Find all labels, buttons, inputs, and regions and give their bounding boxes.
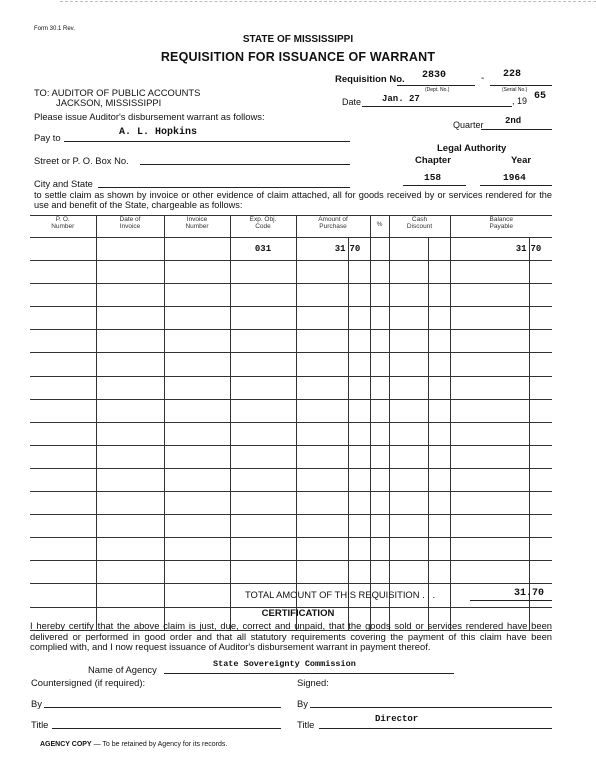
top-perforation [60,1,596,2]
settle-claim-text: to settle claim as shown by invoice or other evidence of claim attached, all for goods received by or services rendered for the use and benefit of the State, chargeable as follows: [34,190,552,211]
balance-dollars-cell[interactable]: 31 [450,238,529,261]
signed-label: Signed: [297,677,329,688]
table-row [30,261,552,284]
city-label: City and State [34,178,93,189]
header-date-of-invoice: Date of Invoice [96,216,164,238]
title-right-line [319,728,552,729]
table-row [30,561,552,584]
dept-no-caption: (Dept. No.) [425,87,450,93]
balance-cents-cell[interactable]: 70 [529,238,552,261]
header-exp-obj-code: Exp. Obj. Code [230,216,296,238]
footer-agency-copy: AGENCY COPY [40,741,92,748]
claim-table [30,215,552,631]
amount-dollars-cell[interactable]: 31 [296,238,348,261]
agency-label: Name of Agency [88,664,157,675]
title-right-label: Title [297,719,315,730]
to-line-2: JACKSON, MISSISSIPPI [56,97,162,108]
certification-text: I hereby certify that the above claim is just, due, correct and unpaid, that the goods sold or services rendered have been delivered or performed in good order and that all statutory requirements covering the payment of this claim have been complied with, and I now request issuance of Auditor's disbursement warrant in payment thereof. [30,620,552,652]
year-label: Year [511,155,532,166]
table-row [30,422,552,445]
requisition-label: Requisition No. [335,74,405,85]
total-label: TOTAL AMOUNT OF THIS REQUISITION . . . [245,589,436,600]
date-of-invoice-cell[interactable] [96,238,164,261]
date-field[interactable]: Jan. 27 [382,94,420,104]
title-right-field[interactable]: Director [375,714,419,724]
pay-to-label: Pay to [34,132,61,143]
pay-to-field[interactable]: A. L. Hopkins [119,127,198,138]
date-line [362,106,512,107]
table-row [30,492,552,515]
exp-code-cell[interactable]: 031 [230,238,296,261]
table-row [30,238,552,261]
chapter-label: Chapter [415,155,451,166]
requisition-dash: - [481,73,485,84]
year-line [480,185,552,186]
discount-dollars-cell[interactable] [389,238,428,261]
serial-no-caption: (Serial No.) [502,87,528,93]
table-row [30,468,552,491]
table-row [30,284,552,307]
to-line-1: TO: AUDITOR OF PUBLIC ACCOUNTS [34,87,201,98]
header-balance-payable: Balance Payable [450,216,552,238]
header-cash-discount: Cash Discount [389,216,450,238]
quarter-label: Quarter [453,120,484,130]
agency-field[interactable]: State Sovereignty Commission [213,659,356,669]
header-amount-of-purchase: Amount of Purchase [296,216,370,238]
countersigned-label: Countersigned (if required): [31,677,146,688]
footer-retention-text: — To be retained by Agency for its records. [93,741,228,748]
serial-no-line [490,85,552,86]
dept-no-line [397,85,475,86]
date-year-field[interactable]: 65 [534,91,547,102]
date-label: Date [342,97,362,107]
form-title: REQUISITION FOR ISSUANCE OF WARRANT [160,50,436,64]
certification-heading: CERTIFICATION [261,608,335,619]
agency-line [164,673,454,674]
table-row [30,376,552,399]
table-row [30,515,552,538]
by-left-field[interactable] [44,707,281,708]
header-percent: % [370,216,389,238]
city-field[interactable] [98,187,350,188]
street-field[interactable] [140,164,350,165]
header-invoice-number: Invoice Number [164,216,230,238]
table-header-row [30,216,552,238]
quarter-line [481,129,552,130]
table-row [30,307,552,330]
table-row [30,445,552,468]
state-heading: STATE OF MISSISSIPPI [242,34,354,45]
footer-note [40,741,227,748]
discount-cents-cell[interactable] [428,238,450,261]
title-left-field[interactable] [52,728,281,729]
header-po-number: P. O. Number [30,216,96,238]
street-label: Street or P. O. Box No. [34,155,129,166]
date-year-prefix: , 19 [512,96,528,106]
table-row [30,399,552,422]
total-field[interactable]: 31.70 [514,588,545,599]
quarter-field[interactable]: 2nd [505,116,522,126]
title-left-label: Title [31,719,49,730]
pay-to-line [64,141,350,142]
table-row [30,330,552,353]
legal-authority-heading: Legal Authority [437,143,507,154]
by-right-label: By [297,698,308,709]
table-row [30,538,552,561]
chapter-field[interactable]: 158 [424,172,442,183]
chapter-line [403,185,466,186]
total-line [470,600,552,601]
by-left-label: By [31,698,42,709]
percent-cell[interactable] [370,238,389,261]
invoice-number-cell[interactable] [164,238,230,261]
year-field[interactable]: 1964 [503,172,526,183]
amount-cents-cell[interactable]: 70 [348,238,370,261]
dept-no-field[interactable]: 2830 [422,70,447,81]
serial-no-field[interactable]: 228 [503,69,522,80]
form-number: Form 30.1 Rev. [34,26,75,32]
by-right-field[interactable] [310,707,552,708]
table-row [30,353,552,376]
po-number-cell[interactable] [30,238,96,261]
instruction-text: Please issue Auditor's disbursement warrant as follows: [34,111,265,122]
